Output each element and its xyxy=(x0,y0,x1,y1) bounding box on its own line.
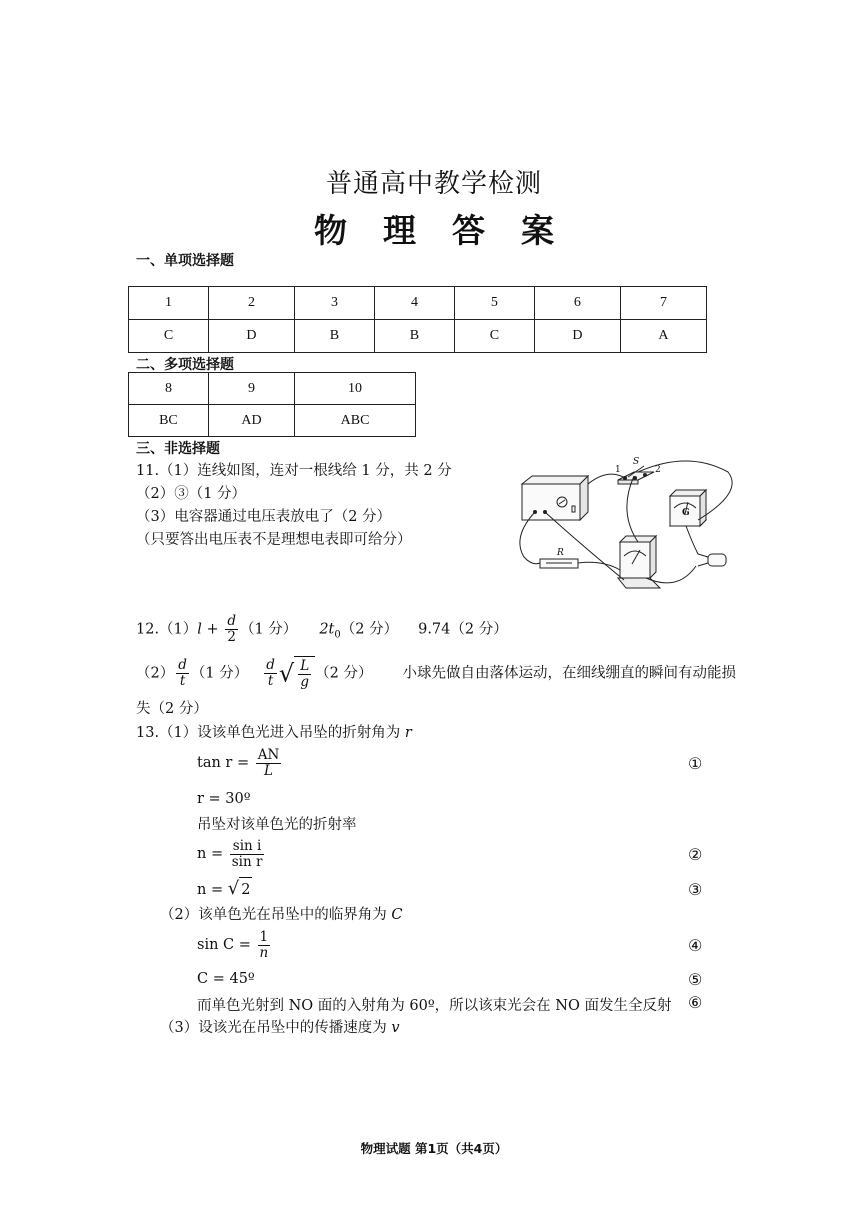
voltmeter-icon xyxy=(618,536,660,588)
q12-fraction-d-2 xyxy=(225,614,238,645)
section2-heading: 二、多项选择题 xyxy=(136,357,234,373)
switch-icon xyxy=(618,466,654,484)
table-cell: 6 xyxy=(534,287,620,320)
resistor-icon xyxy=(540,559,578,568)
table-cell: 10 xyxy=(295,373,416,405)
fraction-numerator: AN xyxy=(257,746,280,763)
q12-prefix2: （2） xyxy=(136,665,175,682)
table-cell: ABC xyxy=(295,405,416,437)
q11-line2: （2）③（1 分） xyxy=(136,486,247,502)
eq6-mark: ⑥ xyxy=(688,993,703,1012)
table-cell: D xyxy=(208,320,294,353)
resistor-label: R xyxy=(557,548,564,558)
eq2-mark: ② xyxy=(688,845,703,864)
eq4-fraction xyxy=(258,930,271,961)
switch-pos2: 2 xyxy=(655,465,661,475)
q13-part2-text: （2）该单色光在吊坠中的临界角为 xyxy=(160,907,392,923)
section3-heading: 三、非选择题 xyxy=(136,441,220,457)
table-cell: 9 xyxy=(208,373,294,405)
q12-sqrt xyxy=(279,656,315,691)
fraction-numerator: d xyxy=(266,657,275,673)
q13-part3-text: （3）设该光在吊坠中的传播速度为 xyxy=(160,1020,392,1036)
table-cell: BC xyxy=(129,405,209,437)
q12-score3: （2 分） xyxy=(450,621,508,638)
q12-explain: 小球先做自由落体运动，在细线绷直的瞬间有动能损 xyxy=(402,665,736,682)
eq3-mark: ③ xyxy=(688,880,703,899)
eq3-radicand: 2 xyxy=(239,877,252,902)
q12-score4: （1 分） xyxy=(190,665,249,682)
q13-conclusion: 而单色光射到 NO 面的入射角为 60º，所以该束光会在 NO 面发生全反射 xyxy=(197,998,672,1014)
table-cell: B xyxy=(374,320,454,353)
q13-r-value: r = 30º xyxy=(197,791,251,807)
q13-refr-text: 吊坠对该单色光的折射率 xyxy=(197,817,357,833)
table-cell: 3 xyxy=(294,287,374,320)
page-footer: 物理试题 第1页（共4页） xyxy=(360,1141,508,1156)
q13-part3 xyxy=(160,1016,400,1037)
q11-line4: （只要答出电压表不是理想电表即可给分） xyxy=(136,532,412,548)
table-cell: D xyxy=(534,320,620,353)
q13-intro-var: r xyxy=(404,725,412,741)
table-row xyxy=(129,287,707,320)
fraction-numerator: 1 xyxy=(258,930,271,946)
q12-part2 xyxy=(136,656,736,691)
q13-intro-text: 13.（1）设该单色光进入吊坠的折射角为 xyxy=(136,725,405,741)
eq1-fraction xyxy=(256,748,282,779)
single-choice-table xyxy=(128,286,707,353)
fraction-numerator: sin i xyxy=(230,839,265,855)
eq2-left: n = xyxy=(197,846,228,862)
table-cell: 4 xyxy=(374,287,454,320)
table-cell: 8 xyxy=(129,373,209,405)
table-cell: 1 xyxy=(129,287,209,320)
table-cell: 2 xyxy=(208,287,294,320)
eq1-mark: ① xyxy=(688,754,703,773)
eq4-mark: ④ xyxy=(688,936,703,955)
q12-explain-cont: 失（2 分） xyxy=(136,701,208,717)
q12-value: 9.74 xyxy=(418,621,451,638)
galvo-label: G xyxy=(682,508,690,518)
switch-pos1: 1 xyxy=(615,465,621,475)
q12-fraction-d-t-2 xyxy=(264,658,277,689)
fraction-denominator: t xyxy=(179,673,186,689)
table-cell: C xyxy=(454,320,534,353)
eq2-fraction xyxy=(230,839,265,870)
capacitor-icon xyxy=(698,554,726,566)
fraction-numerator: d xyxy=(178,657,187,673)
q12-score5: （2 分） xyxy=(315,665,373,682)
q13-eq5: C = 45º xyxy=(197,971,255,987)
fraction-denominator: t xyxy=(267,673,274,689)
table-cell: 7 xyxy=(620,287,706,320)
table-row xyxy=(129,373,416,405)
power-supply-icon xyxy=(522,476,588,520)
radical-sign-icon: √ xyxy=(227,878,240,899)
q12-prefix1: 12.（1） xyxy=(136,621,198,638)
circuit-diagram xyxy=(488,442,738,602)
q12-fraction-d-t xyxy=(176,658,189,689)
fraction-denominator: n xyxy=(259,944,269,961)
q11-line1: 11.（1）连线如图，连对一根线给 1 分，共 2 分 xyxy=(136,463,452,479)
q12-plus: + xyxy=(201,621,224,638)
fraction-denominator: L xyxy=(264,762,273,779)
q13-part2-var: C xyxy=(391,907,403,923)
table-row xyxy=(129,320,707,353)
eq3-left: n = xyxy=(197,882,228,898)
q12-score1: （1 分） xyxy=(239,621,298,638)
q11-line3: （3）电容器通过电压表放电了（2 分） xyxy=(136,509,392,525)
eq1-left: tan r = xyxy=(197,755,254,771)
q12-l: l xyxy=(197,621,202,638)
subject-title: 物理答案 xyxy=(314,211,590,250)
q13-eq3 xyxy=(197,877,252,902)
table-cell: B xyxy=(294,320,374,353)
q13-eq4 xyxy=(197,927,272,963)
eq5-mark: ⑤ xyxy=(688,970,703,989)
switch-label: S xyxy=(633,457,640,467)
q13-part2 xyxy=(160,903,402,924)
q13-intro xyxy=(136,721,412,742)
q13-eq1 xyxy=(197,746,283,780)
q13-eq2 xyxy=(197,836,266,872)
fraction-denominator: sin r xyxy=(231,853,263,870)
q12-score2: （2 分） xyxy=(340,621,399,638)
table-cell: A xyxy=(620,320,706,353)
table-row xyxy=(129,405,416,437)
fraction-denominator: 2 xyxy=(227,629,236,645)
q12-t0-sub: 0 xyxy=(334,629,341,641)
multi-choice-table xyxy=(128,372,416,437)
table-cell: 5 xyxy=(454,287,534,320)
section1-heading: 一、单项选择题 xyxy=(136,253,234,269)
fraction-numerator: d xyxy=(227,613,236,629)
q13-part3-var: v xyxy=(391,1020,400,1036)
table-cell: C xyxy=(129,320,209,353)
radical-sign-icon: √ xyxy=(278,659,295,688)
table-cell: AD xyxy=(208,405,294,437)
q12-t0: 2t xyxy=(319,621,335,638)
q12-fraction-L-g xyxy=(298,659,311,690)
q12-part1 xyxy=(136,614,508,650)
document-title: 普通高中教学检测 xyxy=(325,169,542,199)
fraction-numerator: L xyxy=(300,657,310,674)
eq4-left: sin C = xyxy=(197,937,256,953)
fraction-denominator: g xyxy=(300,673,309,690)
